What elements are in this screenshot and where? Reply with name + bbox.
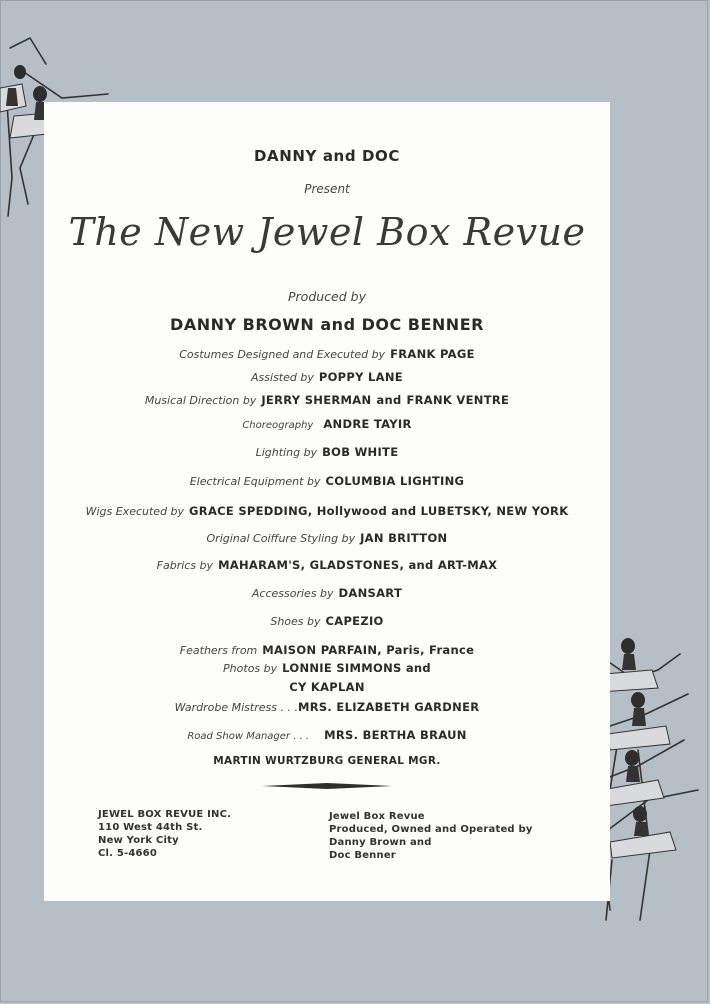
credit-name: MRS. BERTHA BRAUN [324,728,467,742]
footer-right-line: Doc Benner [329,850,396,861]
credit-name: MAHARAM'S, GLADSTONES, and ART-MAX [218,558,498,572]
credit-label: Lighting by [255,446,318,459]
credit-name: POPPY LANE [318,370,403,384]
credit-label: Choreography [242,420,314,431]
credit-music [44,393,610,407]
credit-assisted [44,370,610,384]
credit-choreography [44,417,610,431]
producers-names: DANNY BROWN and DOC BENNER [170,315,484,334]
footer-left-line: JEWEL BOX REVUE INC. [98,809,232,820]
credit-name: MRS. ELIZABETH GARDNER [297,700,480,714]
credit-name: CY KAPLAN [289,680,365,694]
credit-wigs [44,504,610,518]
credit-name: JAN BRITTON [360,531,448,545]
credit-name: COLUMBIA LIGHTING [325,474,465,488]
credit-name: GRACE SPEDDING, Hollywood and LUBETSKY, NEW YORK [189,504,569,518]
footer-left-line: New York City [98,835,179,846]
credit-photos [44,661,610,675]
credit-accessories [44,586,610,600]
show-title: The New Jewel Box Revue [68,210,586,254]
footer-right-line: Produced, Owned and Operated by [329,824,533,835]
present-line: Present [304,182,350,196]
credit-label: Costumes Designed and Executed by [179,348,386,361]
credit-label: Shoes by [270,615,321,628]
footer-company-address [98,808,231,860]
credit-conjunction: and [376,393,402,407]
credit-label: Original Coiffure Styling by [206,532,356,545]
credit-label: Fabrics by [156,559,214,572]
credit-label: Road Show Manager . . . [187,731,310,742]
credit-label: Assisted by [251,371,314,384]
credit-name: ANDRE TAYIR [323,417,412,431]
program-card [44,102,610,901]
produced-by-label: Produced by [288,289,366,304]
footer-production-note [329,810,533,862]
credit-lighting [44,445,610,459]
credit-fabrics [44,558,610,572]
credit-name: JERRY SHERMAN [261,393,372,407]
footer-left-line: 110 West 44th St. [98,822,203,833]
credit-label: Musical Direction by [144,394,257,407]
credit-name: BOB WHITE [322,445,399,459]
credit-costumes [44,347,610,361]
credit-coiffure [44,531,610,545]
credit-name: DANSART [338,586,403,600]
credit-label: Accessories by [251,587,334,600]
credit-general-manager [44,754,610,767]
footer-right-line: Jewel Box Revue [329,811,425,822]
ornamental-divider [262,782,392,790]
credit-shoes [44,614,610,628]
credit-name: FRANK PAGE [390,347,475,361]
credit-label: Wardrobe Mistress . . . [174,701,298,714]
credit-name: MARTIN WURTZBURG GENERAL MGR. [213,755,441,767]
footer-left-line: Cl. 5-4660 [98,848,157,859]
credit-name: CAPEZIO [325,614,384,628]
presenters-heading: DANNY and DOC [253,147,401,165]
credit-wardrobe [44,700,610,714]
credit-label: Electrical Equipment by [189,475,321,488]
credit-electrical [44,474,610,488]
credit-label: Wigs Executed by [85,505,185,518]
footer-right-line: Danny Brown and [329,837,432,848]
credit-name: LONNIE SIMMONS and [282,661,431,675]
credit-feathers [44,643,610,657]
credit-roadshow [44,728,610,742]
credit-name: MAISON PARFAIN, Paris, France [262,643,475,657]
credit-label: Photos by [223,662,278,675]
credit-label: Feathers from [179,644,258,657]
credit-name: FRANK VENTRE [406,393,510,407]
credit-photos-continued [44,680,610,694]
